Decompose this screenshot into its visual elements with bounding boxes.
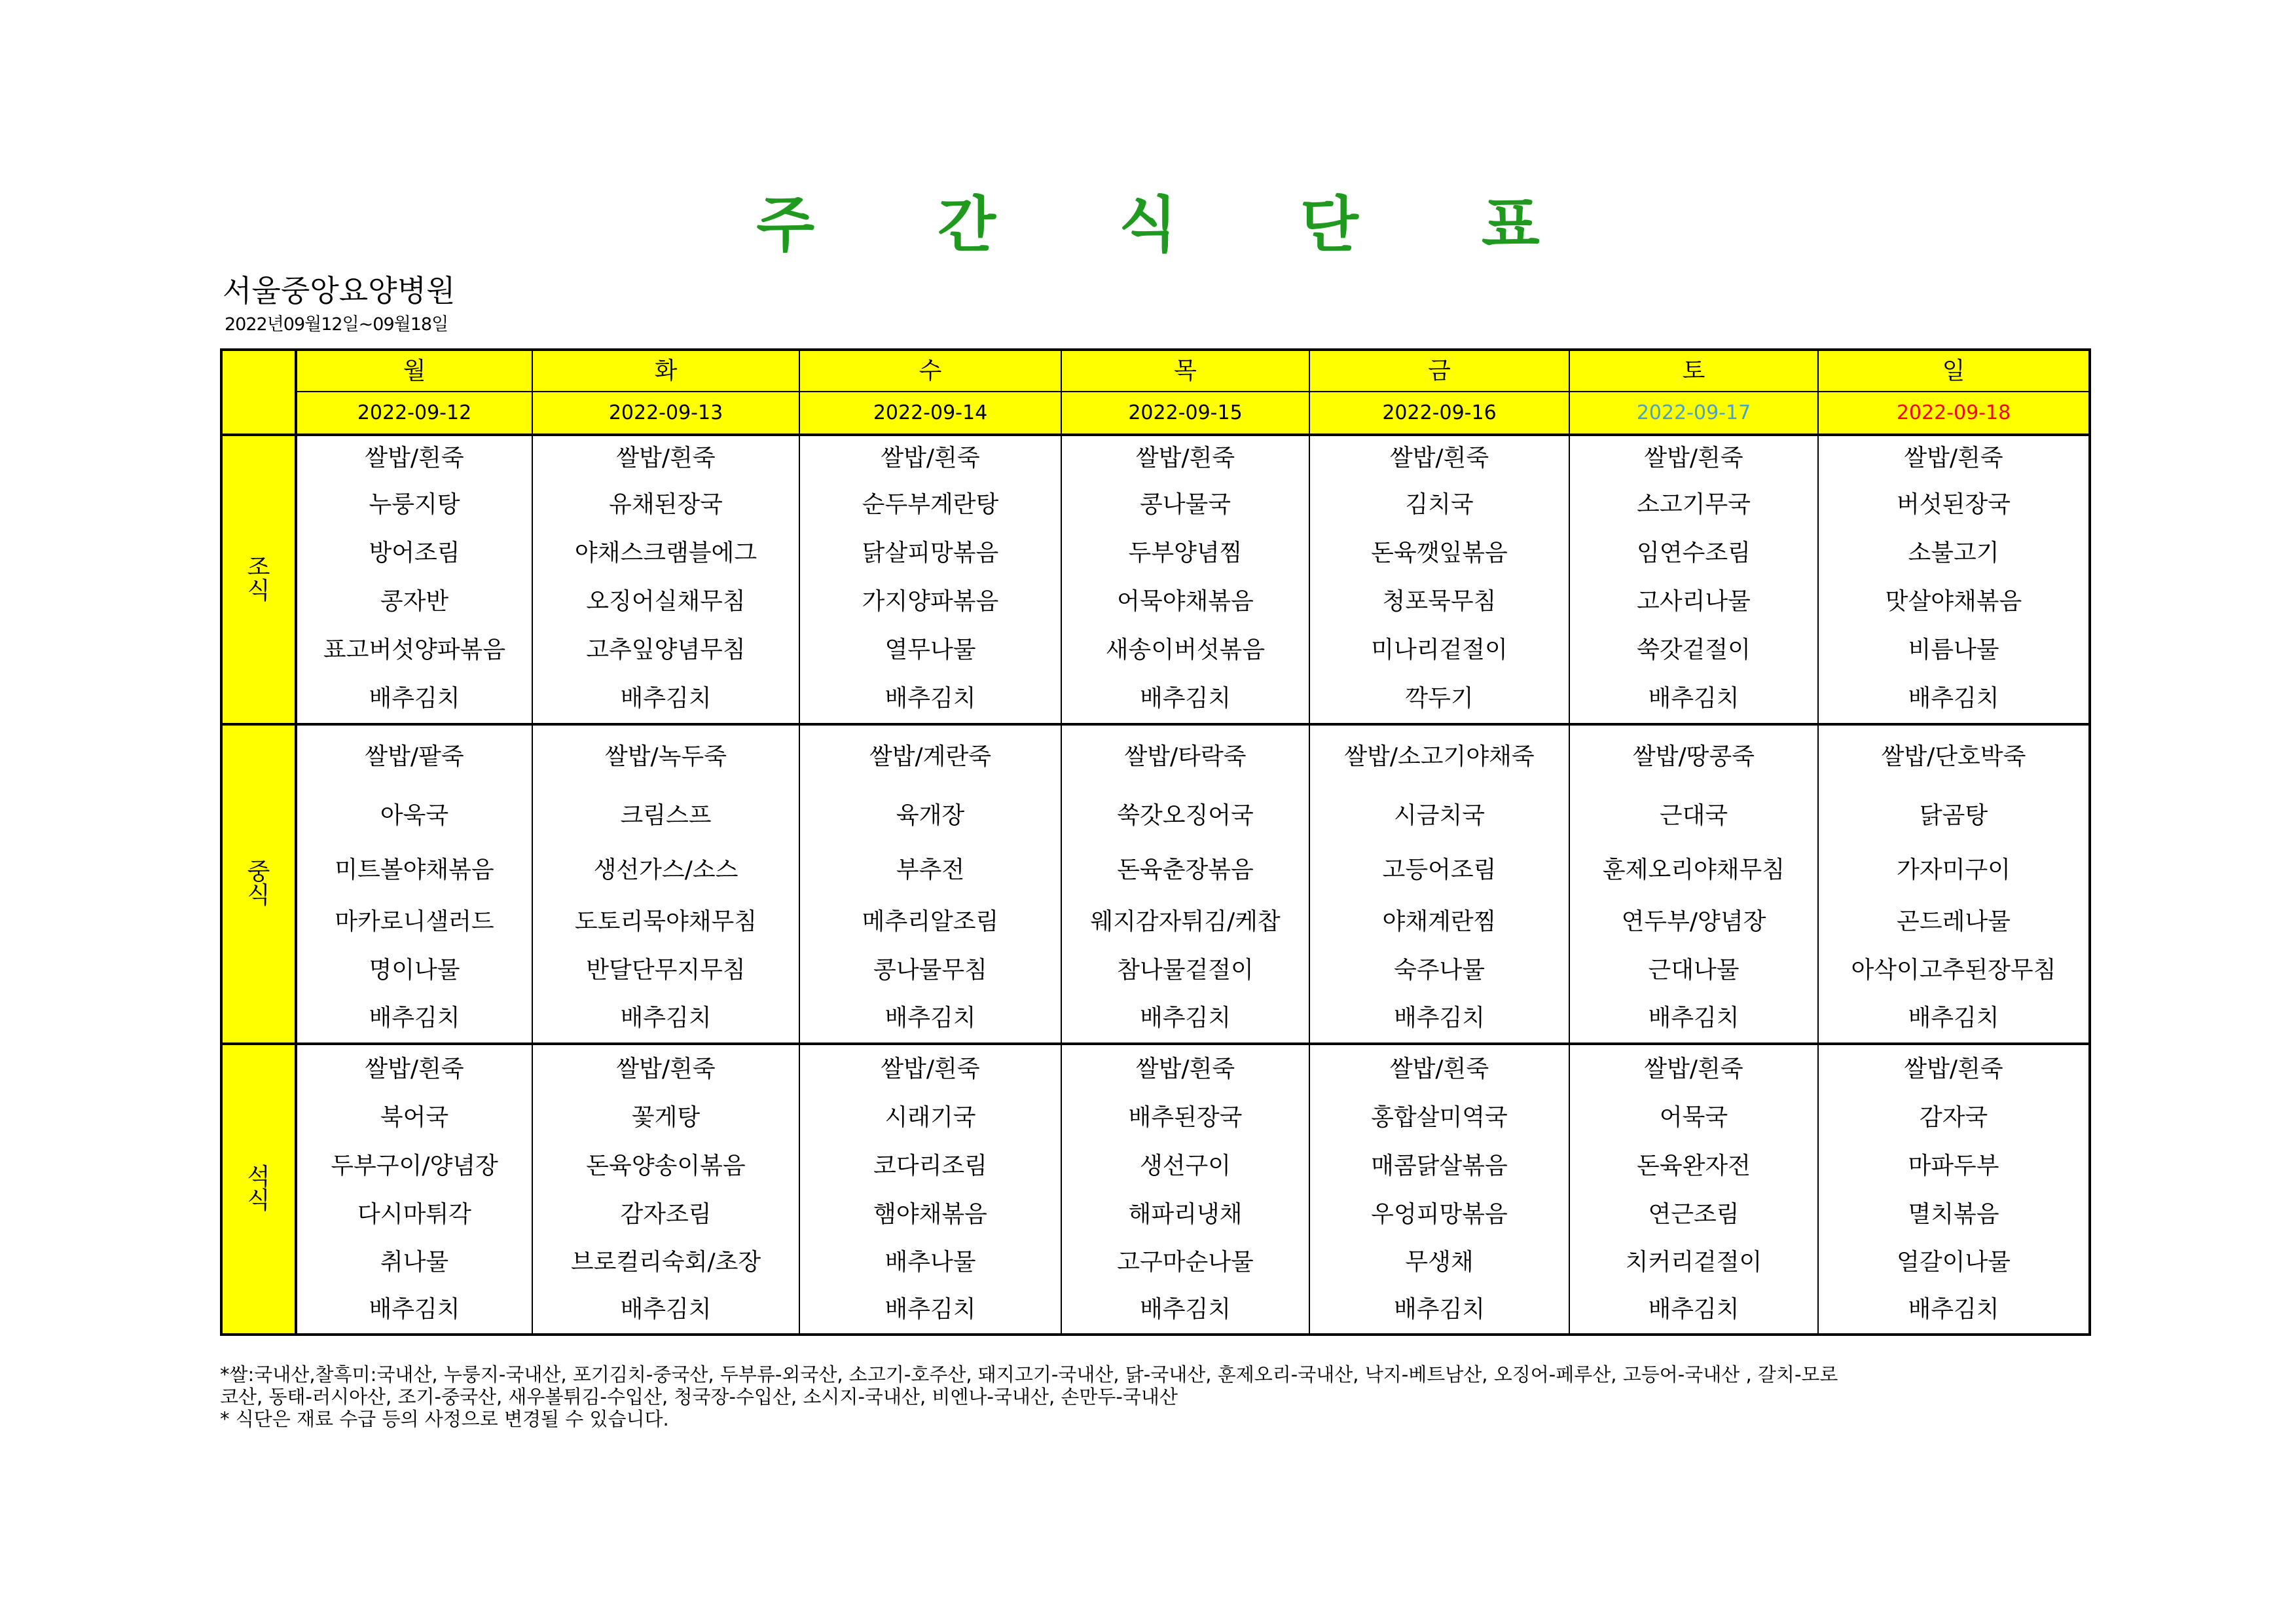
day-date-header: 2022-09-16 (1309, 392, 1569, 435)
menu-item: 두부구이/양념장 (296, 1142, 532, 1190)
menu-item: 치커리겉절이 (1569, 1239, 1818, 1286)
menu-item: 배추김치 (1818, 674, 2090, 724)
day-date-header: 2022-09-14 (799, 392, 1061, 435)
menu-item: 돈육양송이볶음 (532, 1142, 799, 1190)
menu-item: 연근조림 (1569, 1190, 1818, 1239)
menu-item: 쌀밥/흰죽 (1569, 1044, 1818, 1094)
menu-item: 배추김치 (799, 674, 1061, 724)
menu-item: 소고기무국 (1569, 481, 1818, 529)
menu-item: 곤드레나물 (1818, 897, 2090, 947)
menu-item: 배추김치 (532, 994, 799, 1044)
footnote-notice: * 식단은 재료 수급 등의 사정으로 변경될 수 있습니다. (220, 1408, 669, 1430)
menu-item: 꽃게탕 (532, 1094, 799, 1142)
menu-item: 연두부/양념장 (1569, 897, 1818, 947)
day-name-header: 토 (1569, 350, 1818, 392)
menu-item: 방어조림 (296, 529, 532, 578)
day-name-header: 금 (1309, 350, 1569, 392)
menu-item: 배추김치 (1569, 1286, 1818, 1335)
menu-item: 깍두기 (1309, 674, 1569, 724)
menu-item: 고등어조림 (1309, 843, 1569, 897)
day-date-header: 2022-09-12 (296, 392, 532, 435)
menu-item: 북어국 (296, 1094, 532, 1142)
menu-item: 배추김치 (532, 674, 799, 724)
menu-item: 야채스크램블에그 (532, 529, 799, 578)
menu-item: 코다리조림 (799, 1142, 1061, 1190)
menu-item: 쌀밥/흰죽 (1309, 1044, 1569, 1094)
menu-item: 웨지감자튀김/케찹 (1061, 897, 1309, 947)
menu-item: 순두부계란탕 (799, 481, 1061, 529)
menu-item: 얼갈이나물 (1818, 1239, 2090, 1286)
header-corner (221, 350, 296, 435)
menu-period: 2022년09월12일~09월18일 (225, 314, 448, 335)
page-title: 주 간 식 단 표 (756, 190, 1591, 260)
menu-item: 고사리나물 (1569, 578, 1818, 626)
meal-label-text: 석 식 (247, 1164, 270, 1214)
menu-item: 메추리알조림 (799, 897, 1061, 947)
footnote-origin-2: 코산, 동태-러시아산, 조기-중국산, 새우볼튀김-수입산, 청국장-수입산, 소시지-국내산, 비엔나-국내산, 손만두-국내산 (220, 1386, 1178, 1408)
menu-item: 고추잎양념무침 (532, 626, 799, 674)
menu-item: 김치국 (1309, 481, 1569, 529)
menu-item: 어묵국 (1569, 1094, 1818, 1142)
menu-item: 유채된장국 (532, 481, 799, 529)
menu-item: 쌀밥/흰죽 (532, 435, 799, 481)
menu-item: 생선가스/소스 (532, 843, 799, 897)
menu-item: 쌀밥/흰죽 (1818, 1044, 2090, 1094)
menu-item: 쌀밥/흰죽 (799, 435, 1061, 481)
menu-item: 쌀밥/타락죽 (1061, 724, 1309, 788)
menu-item: 쌀밥/팥죽 (296, 724, 532, 788)
menu-item: 쌀밥/계란죽 (799, 724, 1061, 788)
menu-item: 감자조림 (532, 1190, 799, 1239)
menu-item: 쌀밥/흰죽 (1061, 435, 1309, 481)
menu-item: 열무나물 (799, 626, 1061, 674)
meal-label-text: 조 식 (247, 554, 270, 604)
menu-item: 새송이버섯볶음 (1061, 626, 1309, 674)
day-name-header: 수 (799, 350, 1061, 392)
menu-item: 쌀밥/흰죽 (1569, 435, 1818, 481)
menu-item: 쌀밥/땅콩죽 (1569, 724, 1818, 788)
menu-item: 소불고기 (1818, 529, 2090, 578)
menu-item: 미트볼야채볶음 (296, 843, 532, 897)
menu-item: 다시마튀각 (296, 1190, 532, 1239)
day-name-header: 일 (1818, 350, 2090, 392)
menu-item: 가지양파볶음 (799, 578, 1061, 626)
menu-item: 배추김치 (799, 994, 1061, 1044)
day-name-header: 목 (1061, 350, 1309, 392)
menu-item: 쌀밥/흰죽 (799, 1044, 1061, 1094)
menu-item: 닭살피망볶음 (799, 529, 1061, 578)
menu-item: 크림스프 (532, 788, 799, 843)
organization-name: 서울중앙요양병원 (223, 273, 456, 308)
menu-item: 부추전 (799, 843, 1061, 897)
menu-item: 배추김치 (1309, 1286, 1569, 1335)
menu-item: 임연수조림 (1569, 529, 1818, 578)
menu-item: 표고버섯양파볶음 (296, 626, 532, 674)
menu-item: 닭곰탕 (1818, 788, 2090, 843)
day-date-header: 2022-09-18 (1818, 392, 2090, 435)
menu-item: 숙주나물 (1309, 947, 1569, 994)
menu-item: 배추김치 (296, 1286, 532, 1335)
menu-item: 배추김치 (1569, 994, 1818, 1044)
meal-label-breakfast (221, 435, 296, 724)
menu-item: 마파두부 (1818, 1142, 2090, 1190)
footnote-origin-1: *쌀:국내산,찰흑미:국내산, 누룽지-국내산, 포기김치-중국산, 두부류-외국산, 소고기-호주산, 돼지고기-국내산, 닭-국내산, 훈제오리-국내산, 낙지-베트남산, 오징어-페루산, 고등어-국내산 , 갈치-모로 (220, 1363, 1838, 1386)
day-date-header: 2022-09-17 (1569, 392, 1818, 435)
menu-item: 햄야채볶음 (799, 1190, 1061, 1239)
menu-item: 배추김치 (532, 1286, 799, 1335)
menu-item: 아욱국 (296, 788, 532, 843)
menu-item: 야채계란찜 (1309, 897, 1569, 947)
menu-item: 쌀밥/소고기야채죽 (1309, 724, 1569, 788)
day-name-header: 화 (532, 350, 799, 392)
menu-item: 시금치국 (1309, 788, 1569, 843)
menu-item: 무생채 (1309, 1239, 1569, 1286)
menu-item: 돈육춘장볶음 (1061, 843, 1309, 897)
menu-item: 배추김치 (1569, 674, 1818, 724)
menu-item: 배추김치 (296, 674, 532, 724)
menu-item: 콩자반 (296, 578, 532, 626)
menu-item: 배추김치 (799, 1286, 1061, 1335)
menu-item: 쌀밥/흰죽 (1309, 435, 1569, 481)
menu-item: 쌀밥/흰죽 (1818, 435, 2090, 481)
menu-item: 해파리냉채 (1061, 1190, 1309, 1239)
menu-item: 콩나물국 (1061, 481, 1309, 529)
menu-item: 비름나물 (1818, 626, 2090, 674)
menu-item: 배추김치 (1061, 1286, 1309, 1335)
menu-item: 쌀밥/흰죽 (296, 1044, 532, 1094)
menu-item: 아삭이고추된장무침 (1818, 947, 2090, 994)
menu-item: 두부양념찜 (1061, 529, 1309, 578)
menu-item: 육개장 (799, 788, 1061, 843)
menu-item: 멸치볶음 (1818, 1190, 2090, 1239)
meal-label-dinner (221, 1044, 296, 1335)
menu-item: 어묵야채볶음 (1061, 578, 1309, 626)
menu-item: 가자미구이 (1818, 843, 2090, 897)
menu-item: 미나리겉절이 (1309, 626, 1569, 674)
menu-item: 버섯된장국 (1818, 481, 2090, 529)
menu-item: 마카로니샐러드 (296, 897, 532, 947)
menu-item: 콩나물무침 (799, 947, 1061, 994)
menu-item: 근대나물 (1569, 947, 1818, 994)
menu-item: 매콤닭살볶음 (1309, 1142, 1569, 1190)
menu-item: 배추김치 (296, 994, 532, 1044)
menu-item: 쌀밥/흰죽 (296, 435, 532, 481)
menu-item: 맛살야채볶음 (1818, 578, 2090, 626)
menu-item: 명이나물 (296, 947, 532, 994)
menu-item: 감자국 (1818, 1094, 2090, 1142)
menu-item: 배추된장국 (1061, 1094, 1309, 1142)
menu-item: 쌀밥/흰죽 (532, 1044, 799, 1094)
menu-item: 배추나물 (799, 1239, 1061, 1286)
day-date-header: 2022-09-13 (532, 392, 799, 435)
menu-item: 반달단무지무침 (532, 947, 799, 994)
menu-item: 배추김치 (1061, 994, 1309, 1044)
meal-label-text: 중 식 (247, 858, 270, 909)
menu-item: 브로컬리숙회/초장 (532, 1239, 799, 1286)
menu-item: 청포묵무침 (1309, 578, 1569, 626)
menu-item: 배추김치 (1818, 994, 2090, 1044)
menu-item: 쑥갓겉절이 (1569, 626, 1818, 674)
menu-item: 쌀밥/녹두죽 (532, 724, 799, 788)
menu-item: 쌀밥/흰죽 (1061, 1044, 1309, 1094)
menu-item: 시래기국 (799, 1094, 1061, 1142)
menu-item: 도토리묵야채무침 (532, 897, 799, 947)
menu-item: 누룽지탕 (296, 481, 532, 529)
menu-item: 우엉피망볶음 (1309, 1190, 1569, 1239)
menu-item: 배추김치 (1061, 674, 1309, 724)
menu-item: 돈육완자전 (1569, 1142, 1818, 1190)
menu-item: 참나물겉절이 (1061, 947, 1309, 994)
menu-item: 고구마순나물 (1061, 1239, 1309, 1286)
menu-item: 취나물 (296, 1239, 532, 1286)
menu-item: 근대국 (1569, 788, 1818, 843)
day-date-header: 2022-09-15 (1061, 392, 1309, 435)
meal-label-lunch (221, 724, 296, 1044)
menu-item: 훈제오리야채무침 (1569, 843, 1818, 897)
day-name-header: 월 (296, 350, 532, 392)
menu-item: 배추김치 (1818, 1286, 2090, 1335)
menu-item: 쑥갓오징어국 (1061, 788, 1309, 843)
menu-item: 홍합살미역국 (1309, 1094, 1569, 1142)
menu-item: 돈육깻잎볶음 (1309, 529, 1569, 578)
weekly-menu-table (220, 348, 2091, 1336)
menu-item: 생선구이 (1061, 1142, 1309, 1190)
menu-item: 배추김치 (1309, 994, 1569, 1044)
menu-item: 쌀밥/단호박죽 (1818, 724, 2090, 788)
menu-item: 오징어실채무침 (532, 578, 799, 626)
